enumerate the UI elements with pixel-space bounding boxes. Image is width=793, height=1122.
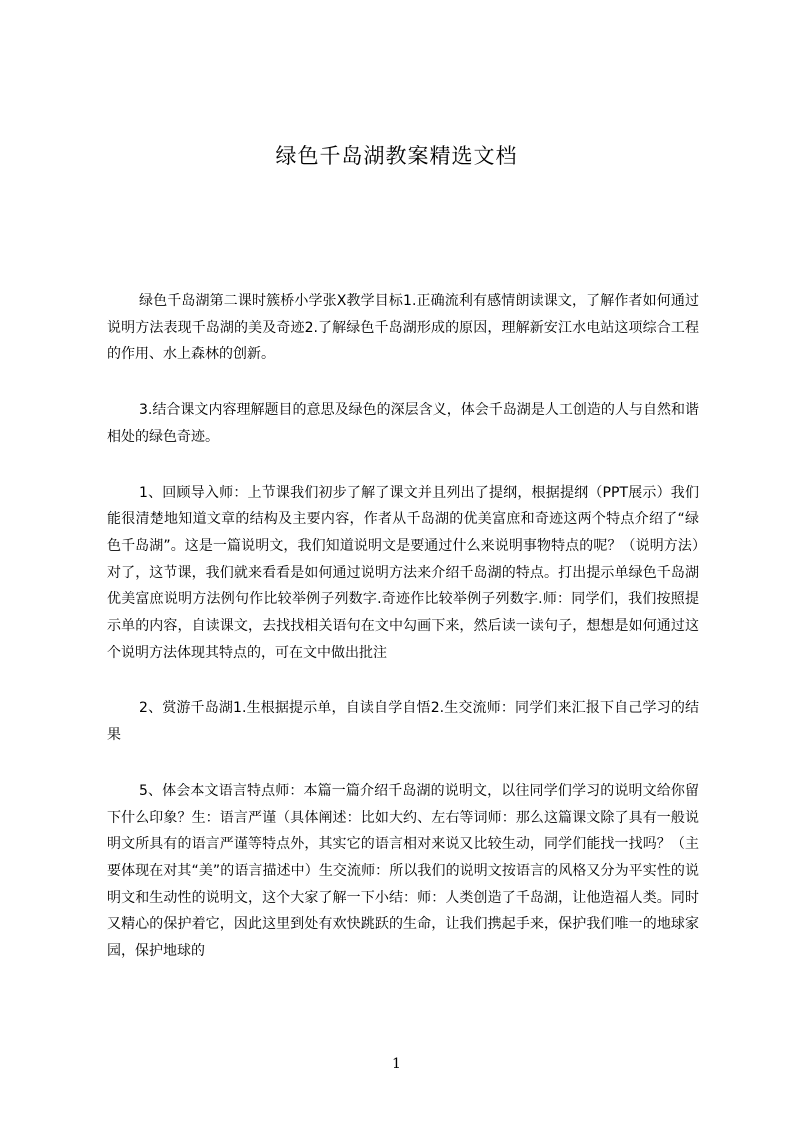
paragraph-teaching-objectives: 绿色千岛湖第二课时簇桥小学张X教学目标1.正确流利有感情朗读课文，了解作者如何通过说明方法表现千岛湖的美及奇迹2.了解绿色千岛湖形成的原因，理解新安江水电站这项综合工程的作用、水上森林的创新。 bbox=[107, 293, 699, 363]
document-body bbox=[107, 288, 699, 994]
paragraph-objective-3: 3.结合课文内容理解题目的意思及绿色的深层含义，体会千岛湖是人工创造的人与自然和谐相处的绿色奇迹。 bbox=[107, 402, 699, 445]
page-number: 1 bbox=[392, 1056, 401, 1072]
paragraph-review-introduction: 1、回顾导入师：上节课我们初步了解了课文并且列出了提纲，根据提纲（PPT展示）我们能很清楚地知道文章的结构及主要内容，作者从千岛湖的优美富庶和奇迹这两个特点介绍了“绿色千岛湖”。这是一篇说明文，我们知道说明文是要通过什么来说明事物特点的呢？（说明方法）对了，这节课，我们就来看看是如何通过说明方法来介绍千岛湖的特点。打出提示单绿色千岛湖优美富庶说明方法例句作比较举例子列数字.奇迹作比较举例子列数字.师：同学们，我们按照提示单的内容，自读课文，去找找相关语句在文中勾画下来，然后读一读句子，想想是如何通过这个说明方法体现其特点的，可在文中做出批注 bbox=[107, 484, 699, 661]
paragraph-tour-qiandao-lake: 2、赏游千岛湖1.生根据提示单，自读自学自悟2.生交流师：同学们来汇报下自己学习的结果 bbox=[107, 700, 699, 744]
paragraph-language-features: 5、体会本文语言特点师：本篇一篇介绍千岛湖的说明文，以往同学们学习的说明文给你留下什么印象？生：语言严谨（具体阐述：比如大约、左右等词师：那么这篇课文除了具有一般说明文所具有的语言严谨等特点外，其实它的语言相对来说又比较生动，同学们能找一找吗？（主要体现在对其“美”的语言描述中）生交流师：所以我们的说明文按语言的风格又分为平实性的说明文和生动性的说明文，这个大家了解一下小结：师：人类创造了千岛湖，让他造福人类。同时又精心的保护着它，因此这里到处有欢快跳跃的生命，让我们携起手来，保护我们唯一的地球家园，保护地球的 bbox=[107, 782, 699, 960]
document-title: 绿色千岛湖教案精选文档 bbox=[275, 144, 518, 168]
